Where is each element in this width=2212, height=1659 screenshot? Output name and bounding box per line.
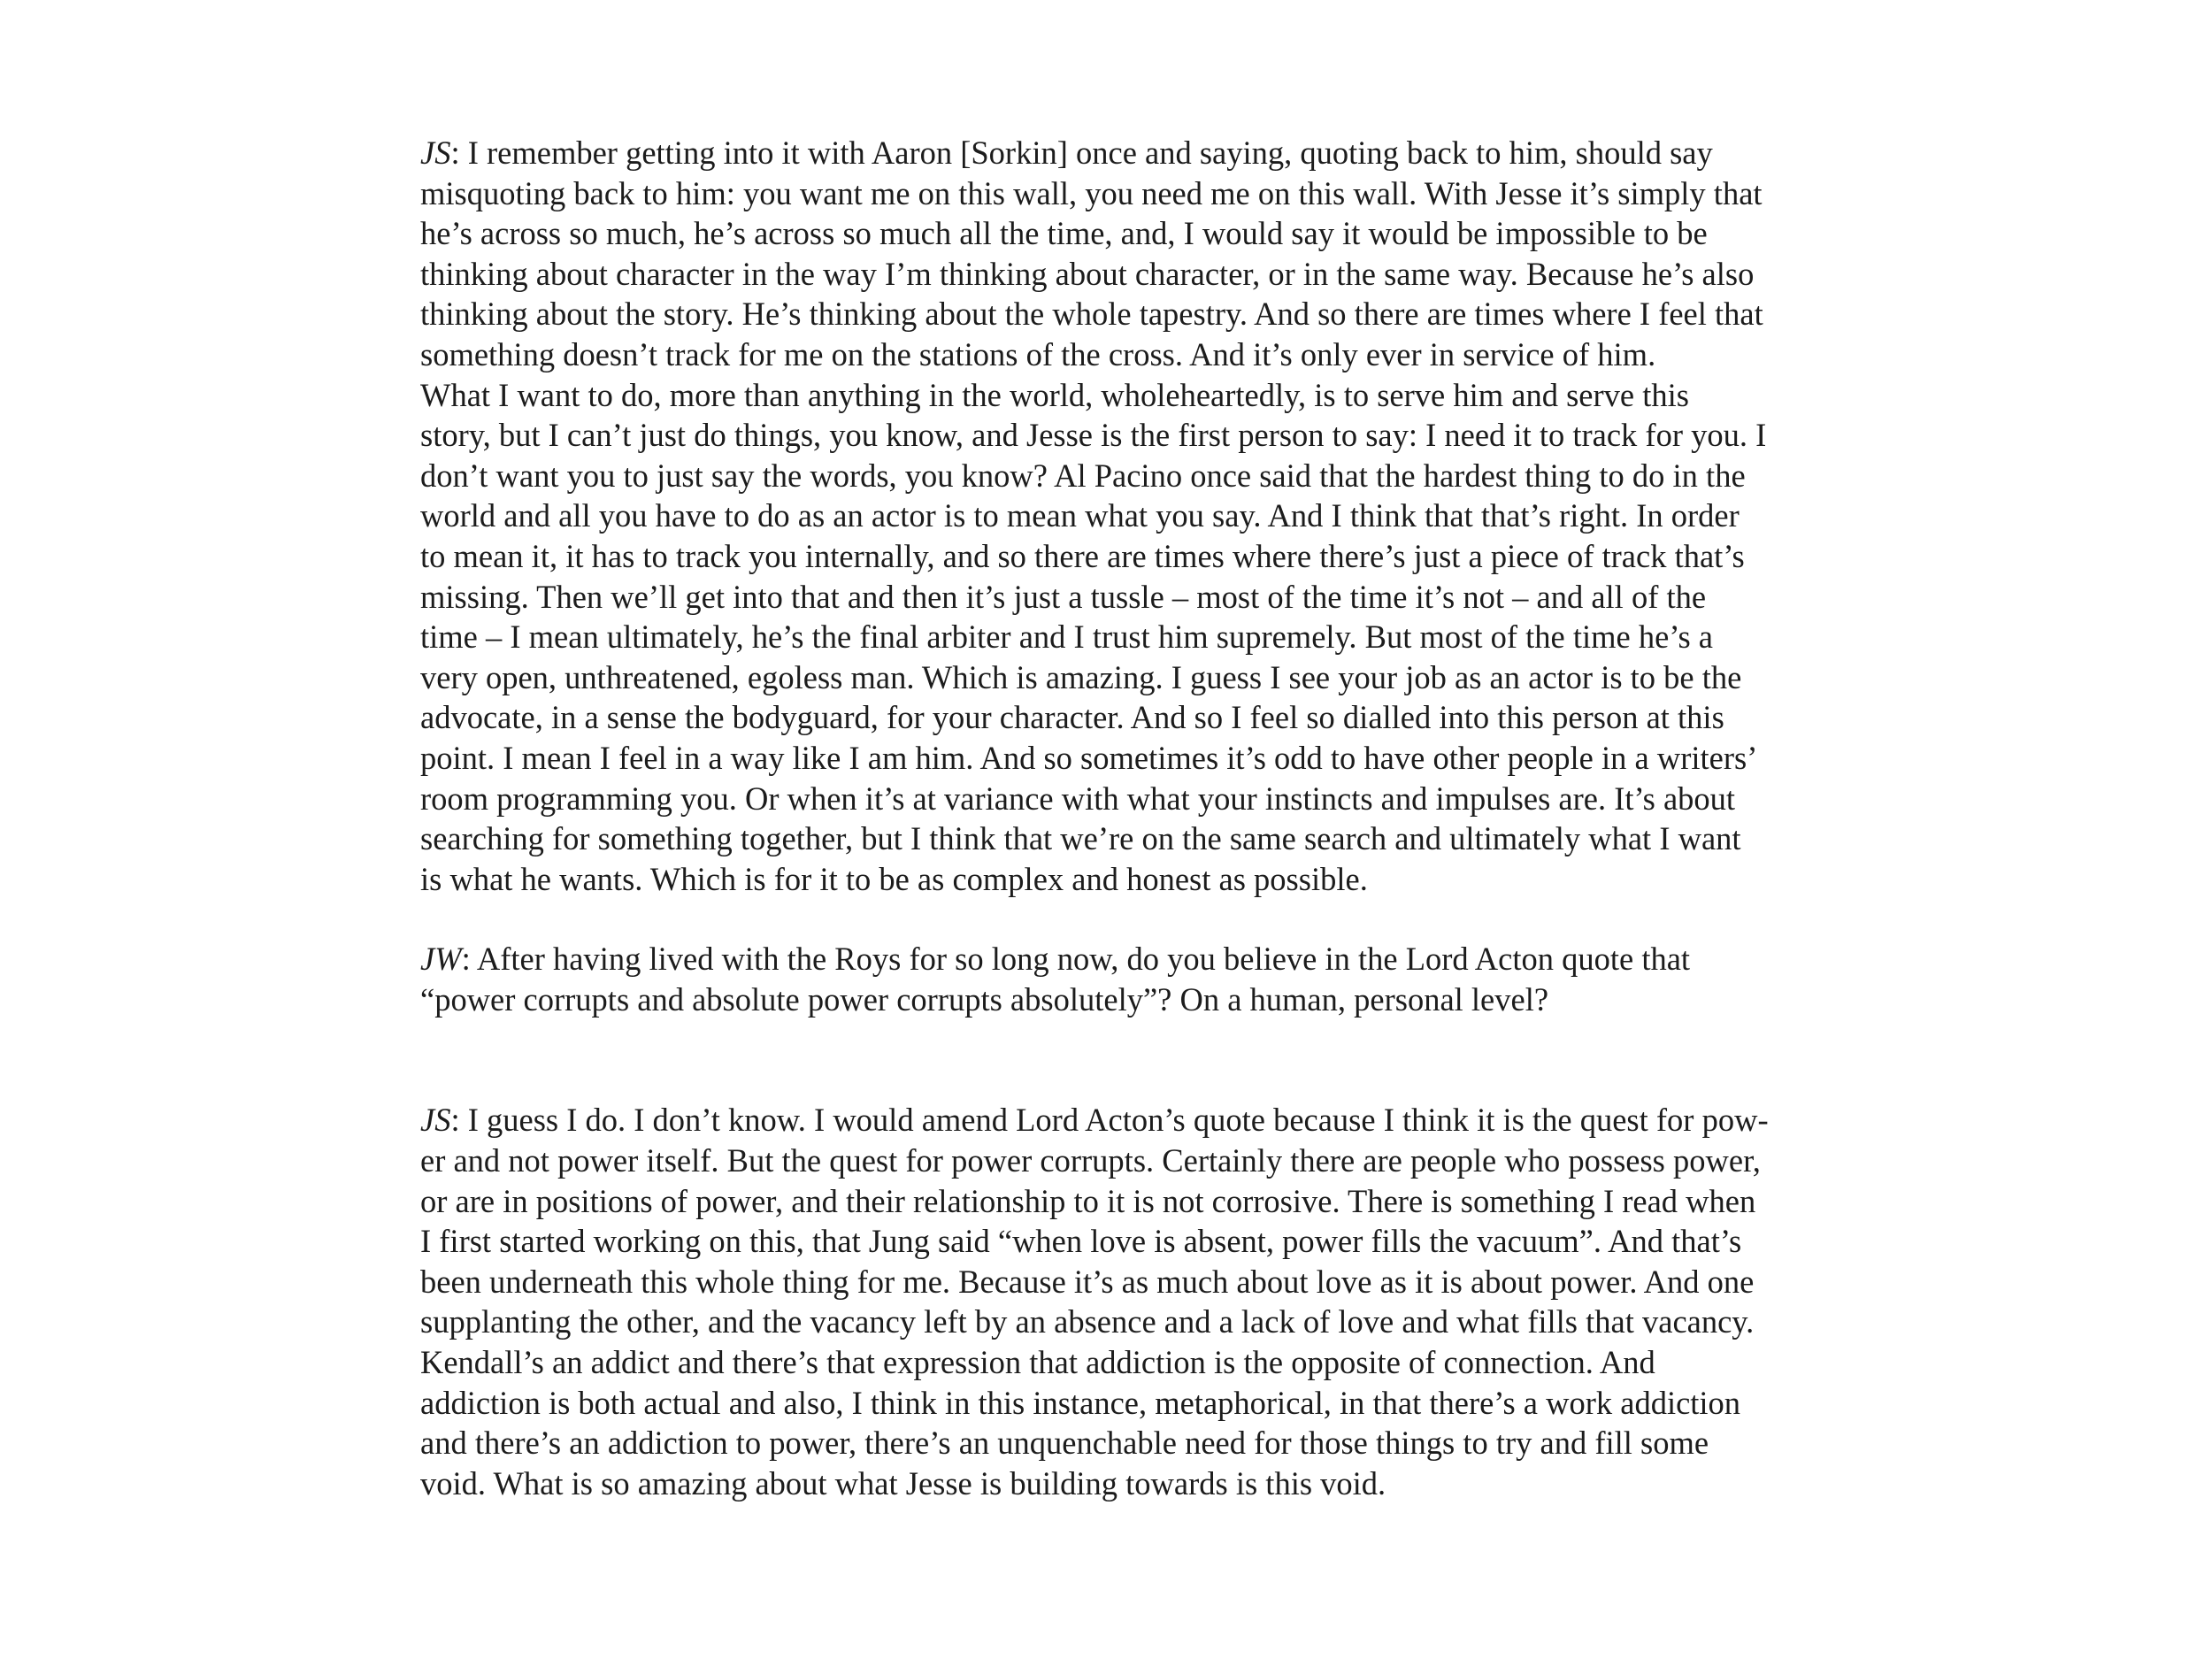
- text-line: is what he wants. Which is for it to be as complex and honest as possible.: [420, 860, 1368, 897]
- text-line: missing. Then we’ll get into that and then it’s just a tussle – most of the time it’s not – and all of the: [420, 578, 1707, 615]
- text-line: something doesn’t track for me on the stations of the cross. And it’s only ever in service of him.: [420, 335, 1656, 373]
- text-line: JW: After having lived with the Roys for so long now, do you believe in the Lord Acton quote that: [420, 941, 1691, 978]
- text-line: Kendall’s an addict and there’s that expression that addiction is the opposite of connection. And: [420, 1344, 1655, 1381]
- text-line: searching for something together, but I think that we’re on the same search and ultimately what I want: [420, 820, 1741, 857]
- answer-paragraph-1: [420, 133, 1818, 899]
- text-line: misquoting back to him: you want me on this wall, you need me on this wall. With Jesse it’s simply that: [420, 174, 1763, 211]
- speaker-label: JS: [420, 134, 451, 171]
- text-line: don’t want you to just say the words, you know? Al Pacino once said that the hardest thing to do in the: [420, 457, 1746, 494]
- text-line: or are in positions of power, and their relationship to it is not corrosive. There is something I read when: [420, 1182, 1756, 1219]
- article-text: [420, 133, 1818, 1503]
- text-line: story, but I can’t just do things, you know, and Jesse is the first person to say: I need it to track for you. I: [420, 417, 1767, 454]
- text-line: addiction is both actual and also, I think in this instance, metaphorical, in that there’s a work addiction: [420, 1384, 1741, 1421]
- paragraph-spacer: [420, 899, 1818, 939]
- text-line: he’s across so much, he’s across so much all the time, and, I would say it would be impossible to be: [420, 215, 1708, 252]
- text-line: world and all you have to do as an actor is to mean what you say. And I think that that’s right. In order: [420, 497, 1740, 534]
- paragraph-spacer: [420, 1019, 1818, 1100]
- answer-paragraph-2: [420, 1100, 1818, 1503]
- speaker-label: JS: [420, 1102, 451, 1139]
- question-paragraph: [420, 939, 1818, 1019]
- text-line: very open, unthreatened, egoless man. Which is amazing. I guess I see your job as an actor is to be the: [420, 658, 1742, 695]
- text-line: thinking about the story. He’s thinking about the whole tapestry. And so there are times where I feel that: [420, 296, 1763, 333]
- text-line: been underneath this whole thing for me. Because it’s as much about love as it is about power. And one: [420, 1263, 1755, 1300]
- text-line: advocate, in a sense the bodyguard, for your character. And so I feel so dialled into this person at this: [420, 699, 1724, 736]
- text-line: time – I mean ultimately, he’s the final arbiter and I trust him supremely. But most of the time he’s a: [420, 618, 1713, 656]
- text-line: What I want to do, more than anything in the world, wholeheartedly, is to serve him and serve this: [420, 376, 1689, 413]
- text-line: JS: I remember getting into it with Aaron [Sorkin] once and saying, quoting back to him, should say: [420, 134, 1713, 171]
- text-line: point. I mean I feel in a way like I am him. And so sometimes it’s odd to have other people in a writers’: [420, 739, 1758, 776]
- text-line: room programming you. Or when it’s at variance with what your instincts and impulses are. It’s about: [420, 780, 1736, 817]
- speaker-label: JW: [420, 941, 462, 978]
- text-line: “power corrupts and absolute power corrupts absolutely”? On a human, personal level?: [420, 980, 1549, 1018]
- text-line: to mean it, it has to track you internally, and so there are times where there’s just a piece of track that’s: [420, 537, 1745, 574]
- text-line: supplanting the other, and the vacancy left by an absence and a lack of love and what fills that vacancy.: [420, 1303, 1755, 1340]
- text-line: er and not power itself. But the quest for power corrupts. Certainly there are people who possess power,: [420, 1142, 1761, 1179]
- text-line: thinking about character in the way I’m thinking about character, or in the same way. Because he’s also: [420, 255, 1755, 292]
- text-line: void. What is so amazing about what Jesse is building towards is this void.: [420, 1464, 1386, 1502]
- text-line: and there’s an addiction to power, there’s an unquenchable need for those things to try and fill some: [420, 1425, 1709, 1462]
- text-line: I first started working on this, that Jung said “when love is absent, power fills the vacuum”. And that’s: [420, 1223, 1742, 1260]
- text-line: JS: I guess I do. I don’t know. I would amend Lord Acton’s quote because I think it is the quest for pow-: [420, 1102, 1769, 1139]
